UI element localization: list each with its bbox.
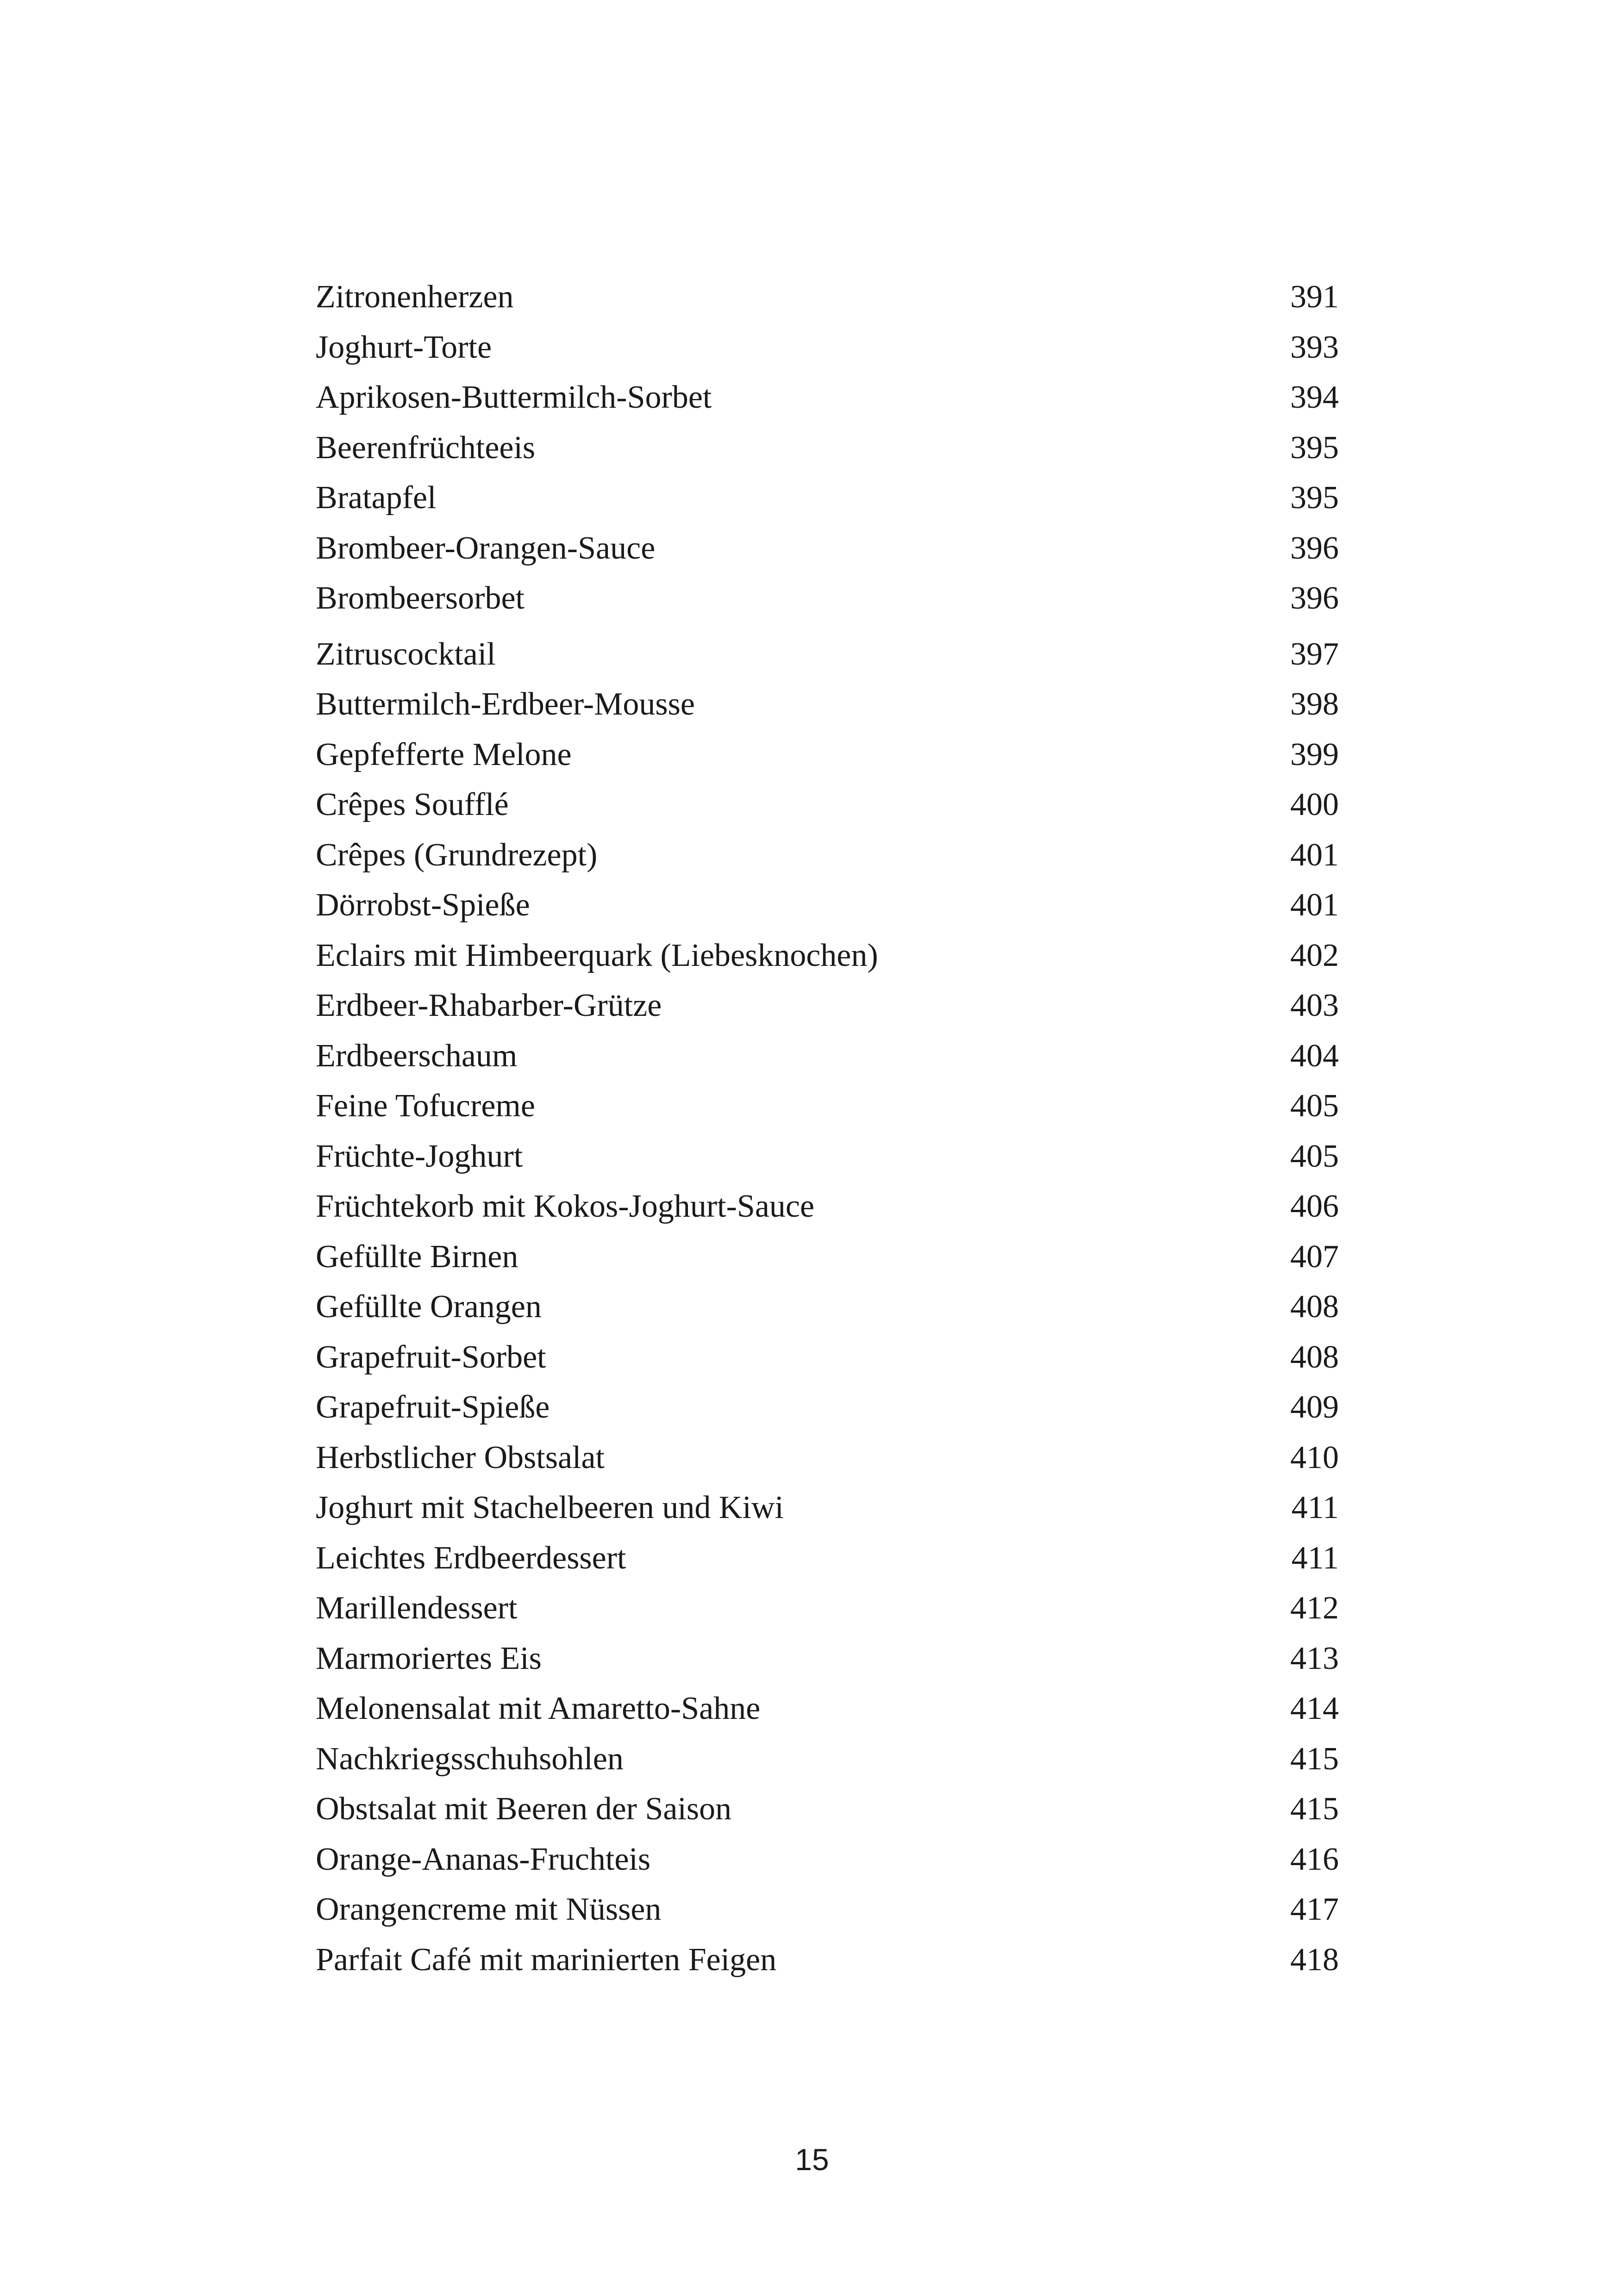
toc-entry [316, 679, 1339, 730]
toc-entry [316, 1081, 1339, 1132]
toc-entry [316, 1533, 1339, 1584]
toc-entry [316, 1784, 1339, 1835]
toc-entry-title: Parfait Café mit marinierten Feigen [316, 1941, 777, 1978]
toc-entry [316, 1684, 1339, 1734]
toc-entry-title: Feine Tofucreme [316, 1088, 535, 1124]
toc-entry [316, 1483, 1339, 1533]
toc-entry-title: Beerenfrüchteeis [316, 429, 536, 466]
toc-entry-page: 409 [1290, 1389, 1339, 1425]
toc-entry [316, 423, 1339, 473]
toc-entry-page: 410 [1290, 1439, 1339, 1475]
toc-entry-page: 406 [1290, 1188, 1339, 1224]
toc-entry-title: Joghurt-Torte [316, 329, 492, 365]
toc-entry [316, 1433, 1339, 1483]
toc-entry [316, 473, 1339, 523]
toc-entry-page: 407 [1290, 1238, 1339, 1275]
toc-entry [316, 1132, 1339, 1182]
toc-entry-title: Grapefruit-Sorbet [316, 1339, 546, 1375]
toc-entry-title: Aprikosen-Buttermilch-Sorbet [316, 380, 712, 415]
toc-entry-title: Gepfefferte Melone [316, 736, 572, 772]
toc-entry [316, 1885, 1339, 1935]
toc-entry [316, 1583, 1339, 1634]
toc-entry-page: 415 [1290, 1741, 1339, 1777]
toc-entry-title: Zitronenherzen [316, 279, 514, 315]
toc-entry-page: 393 [1290, 329, 1339, 365]
toc-entry-page: 416 [1290, 1841, 1339, 1877]
toc-entry-title: Gefüllte Birnen [316, 1238, 518, 1275]
toc-entry-page: 417 [1290, 1892, 1339, 1927]
toc-entry-page: 398 [1290, 686, 1339, 722]
toc-entry-page: 401 [1290, 837, 1339, 873]
toc-entry [316, 523, 1339, 574]
toc-entry-page: 408 [1290, 1289, 1339, 1325]
toc-entry-page: 400 [1290, 787, 1339, 822]
toc-entry-page: 415 [1290, 1791, 1339, 1827]
toc-entry [316, 830, 1339, 881]
toc-entry-page: 401 [1290, 887, 1339, 923]
toc-entry-title: Leichtes Erdbeerdessert [316, 1540, 626, 1576]
toc-entry-title: Grapefruit-Spieße [316, 1389, 550, 1425]
toc-entry [316, 1382, 1339, 1433]
toc-entry-page: 399 [1290, 736, 1339, 772]
toc-entry [316, 1031, 1339, 1082]
toc-entry-page: 411 [1291, 1540, 1339, 1576]
toc-entry-title: Buttermilch-Erdbeer-Mousse [316, 686, 695, 722]
toc-entry-title: Orange-Ananas-Fruchteis [316, 1841, 651, 1877]
toc-entry-title: Früchte-Joghurt [316, 1138, 523, 1174]
toc-entry-title: Melonensalat mit Amaretto-Sahne [316, 1691, 761, 1726]
toc-entry-title: Gefüllte Orangen [316, 1289, 542, 1325]
toc-entry-title: Früchtekorb mit Kokos-Joghurt-Sauce [316, 1188, 815, 1224]
toc-entry-page: 395 [1290, 480, 1339, 516]
toc-entry [316, 1935, 1339, 1985]
toc-entry-page: 413 [1290, 1640, 1339, 1676]
toc-entry [316, 323, 1339, 373]
toc-entry-title: Zitruscocktail [316, 636, 496, 672]
toc-entry [316, 1332, 1339, 1383]
toc-entry-page: 405 [1290, 1088, 1339, 1124]
toc-entry [316, 573, 1339, 624]
toc-entry [316, 1634, 1339, 1684]
toc-entry [316, 1282, 1339, 1332]
toc-entry-page: 404 [1290, 1038, 1339, 1074]
toc-entry [316, 373, 1339, 423]
toc-entry-title: Crêpes (Grundrezept) [316, 837, 598, 873]
toc-entry-title: Eclairs mit Himbeerquark (Liebesknochen) [316, 937, 878, 973]
toc-entry-title: Erdbeer-Rhabarber-Grütze [316, 988, 662, 1023]
toc-entry-page: 396 [1290, 530, 1339, 566]
page-number: 15 [795, 2142, 829, 2177]
toc-entry-title: Brombeer-Orangen-Sauce [316, 530, 656, 566]
toc-entry-page: 408 [1290, 1339, 1339, 1375]
toc-entry [316, 272, 1339, 323]
toc-entry [316, 780, 1339, 830]
toc-entry-page: 395 [1290, 429, 1339, 466]
toc-entry-title: Brombeersorbet [316, 580, 525, 616]
toc-entry-page: 411 [1291, 1490, 1339, 1525]
toc-entry-title: Erdbeerschaum [316, 1038, 518, 1074]
table-of-contents [316, 272, 1339, 1985]
toc-entry [316, 1182, 1339, 1232]
toc-entry-page: 403 [1290, 988, 1339, 1023]
toc-entry-page: 412 [1290, 1590, 1339, 1626]
toc-entry-title: Dörrobst-Spieße [316, 887, 530, 923]
toc-entry-title: Joghurt mit Stachelbeeren und Kiwi [316, 1490, 784, 1525]
toc-entry [316, 880, 1339, 931]
toc-entry [316, 931, 1339, 981]
toc-entry [316, 1734, 1339, 1785]
toc-entry-page: 396 [1290, 580, 1339, 616]
toc-entry-page: 394 [1290, 380, 1339, 415]
toc-entry-title: Marillendessert [316, 1590, 518, 1626]
toc-entry-page: 391 [1290, 279, 1339, 315]
toc-entry-title: Crêpes Soufflé [316, 787, 509, 822]
toc-entry-page: 402 [1290, 937, 1339, 973]
toc-entry-page: 405 [1290, 1138, 1339, 1174]
toc-entry-title: Bratapfel [316, 480, 437, 516]
toc-entry-page: 418 [1290, 1941, 1339, 1978]
toc-entry-title: Herbstlicher Obstsalat [316, 1439, 605, 1475]
toc-entry [316, 730, 1339, 780]
toc-entry-title: Orangencreme mit Nüssen [316, 1892, 662, 1927]
toc-entry [316, 1835, 1339, 1885]
toc-entry [316, 1232, 1339, 1282]
toc-entry-page: 397 [1290, 636, 1339, 672]
toc-entry-title: Obstsalat mit Beeren der Saison [316, 1791, 732, 1827]
toc-entry-title: Marmoriertes Eis [316, 1640, 542, 1676]
toc-entry [316, 629, 1339, 680]
toc-entry [316, 981, 1339, 1031]
toc-entry-page: 414 [1290, 1691, 1339, 1726]
toc-entry-title: Nachkriegsschuhsohlen [316, 1741, 624, 1777]
